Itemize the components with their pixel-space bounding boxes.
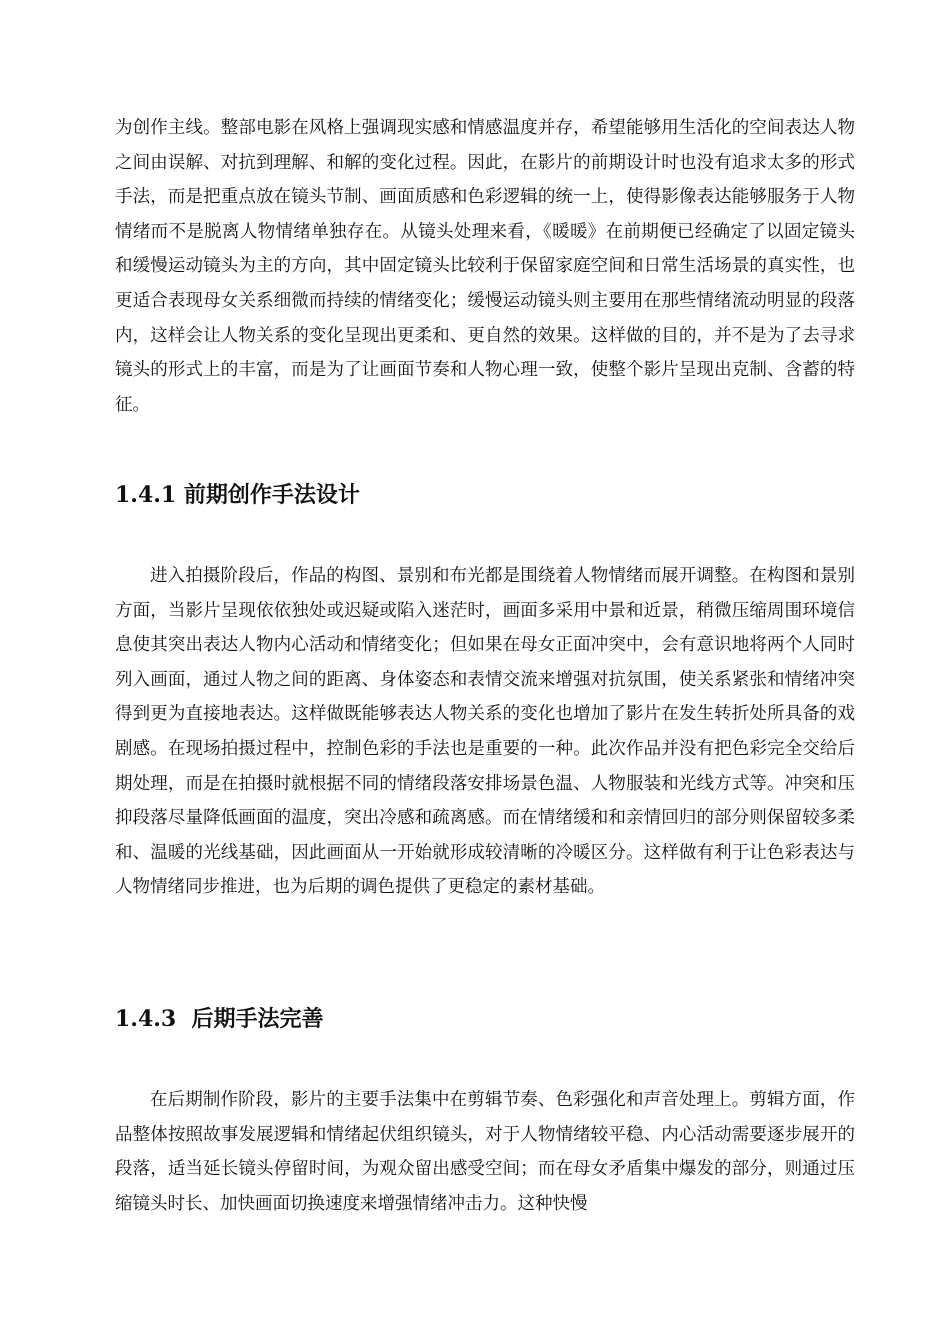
section-heading-1-4-1: 1.4.1 前期创作手法设计	[115, 482, 360, 508]
section-heading-1-4-3: 1.4.3 后期手法完善	[115, 1006, 324, 1032]
body-paragraph-1: 为创作主线。整部电影在风格上强调现实感和情感温度并存，希望能够用生活化的空间表达人物之间由误解、对抗到理解、和解的变化过程。因此，在影片的前期设计时也没有追求太多的形式手法，而是把重点放在镜头节制、画面质感和色彩逻辑的统一上，使得影像表达能够服务于人物情绪而不是脱离人物情绪单独存在。从镜头处理来看，《暖暖》在前期便已经确定了以固定镜头和缓慢运动镜头为主的方向，其中固定镜头比较利于保留家庭空间和日常生活场景的真实性，也更适合表现母女关系细微而持续的情绪变化；缓慢运动镜头则主要用在那些情绪流动明显的段落内，这样会让人物关系的变化呈现出更柔和、更自然的效果。这样做的目的，并不是为了去寻求镜头的形式上的丰富，而是为了让画面节奏和人物心理一致，使整个影片呈现出克制、含蓄的特征。	[115, 118, 855, 415]
body-paragraph-3: 在后期制作阶段，影片的主要手法集中在剪辑节奏、色彩强化和声音处理上。剪辑方面，作品整体按照故事发展逻辑和情绪起伏组织镜头，对于人物情绪较平稳、内心活动需要逐步展开的段落，适当延长镜头停留时间，为观众留出感受空间；而在母女矛盾集中爆发的部分，则通过压缩镜头时长、加快画面切换速度来增强情绪冲击力。这种快慢	[115, 1090, 855, 1214]
body-paragraph-2: 进入拍摄阶段后，作品的构图、景别和布光都是围绕着人物情绪而展开调整。在构图和景别方面，当影片呈现依依独处或迟疑或陷入迷茫时，画面多采用中景和近景，稍微压缩周围环境信息使其突出表达人物内心活动和情绪变化；但如果在母女正面冲突中，会有意识地将两个人同时列入画面，通过人物之间的距离、身体姿态和表情交流来增强对抗氛围，使关系紧张和情绪冲突得到更为直接地表达。这样做既能够表达人物关系的变化也增加了影片在发生转折处所具备的戏剧感。在现场拍摄过程中，控制色彩的手法也是重要的一种。此次作品并没有把色彩完全交给后期处理，而是在拍摄时就根据不同的情绪段落安排场景色温、人物服装和光线方式等。冲突和压抑段落尽量降低画面的温度，突出冷感和疏离感。而在情绪缓和和亲情回归的部分则保留较多柔和、温暖的光线基础，因此画面从一开始就形成较清晰的冷暖区分。这样做有利于让色彩表达与人物情绪同步推进，也为后期的调色提供了更稳定的素材基础。	[115, 566, 855, 898]
